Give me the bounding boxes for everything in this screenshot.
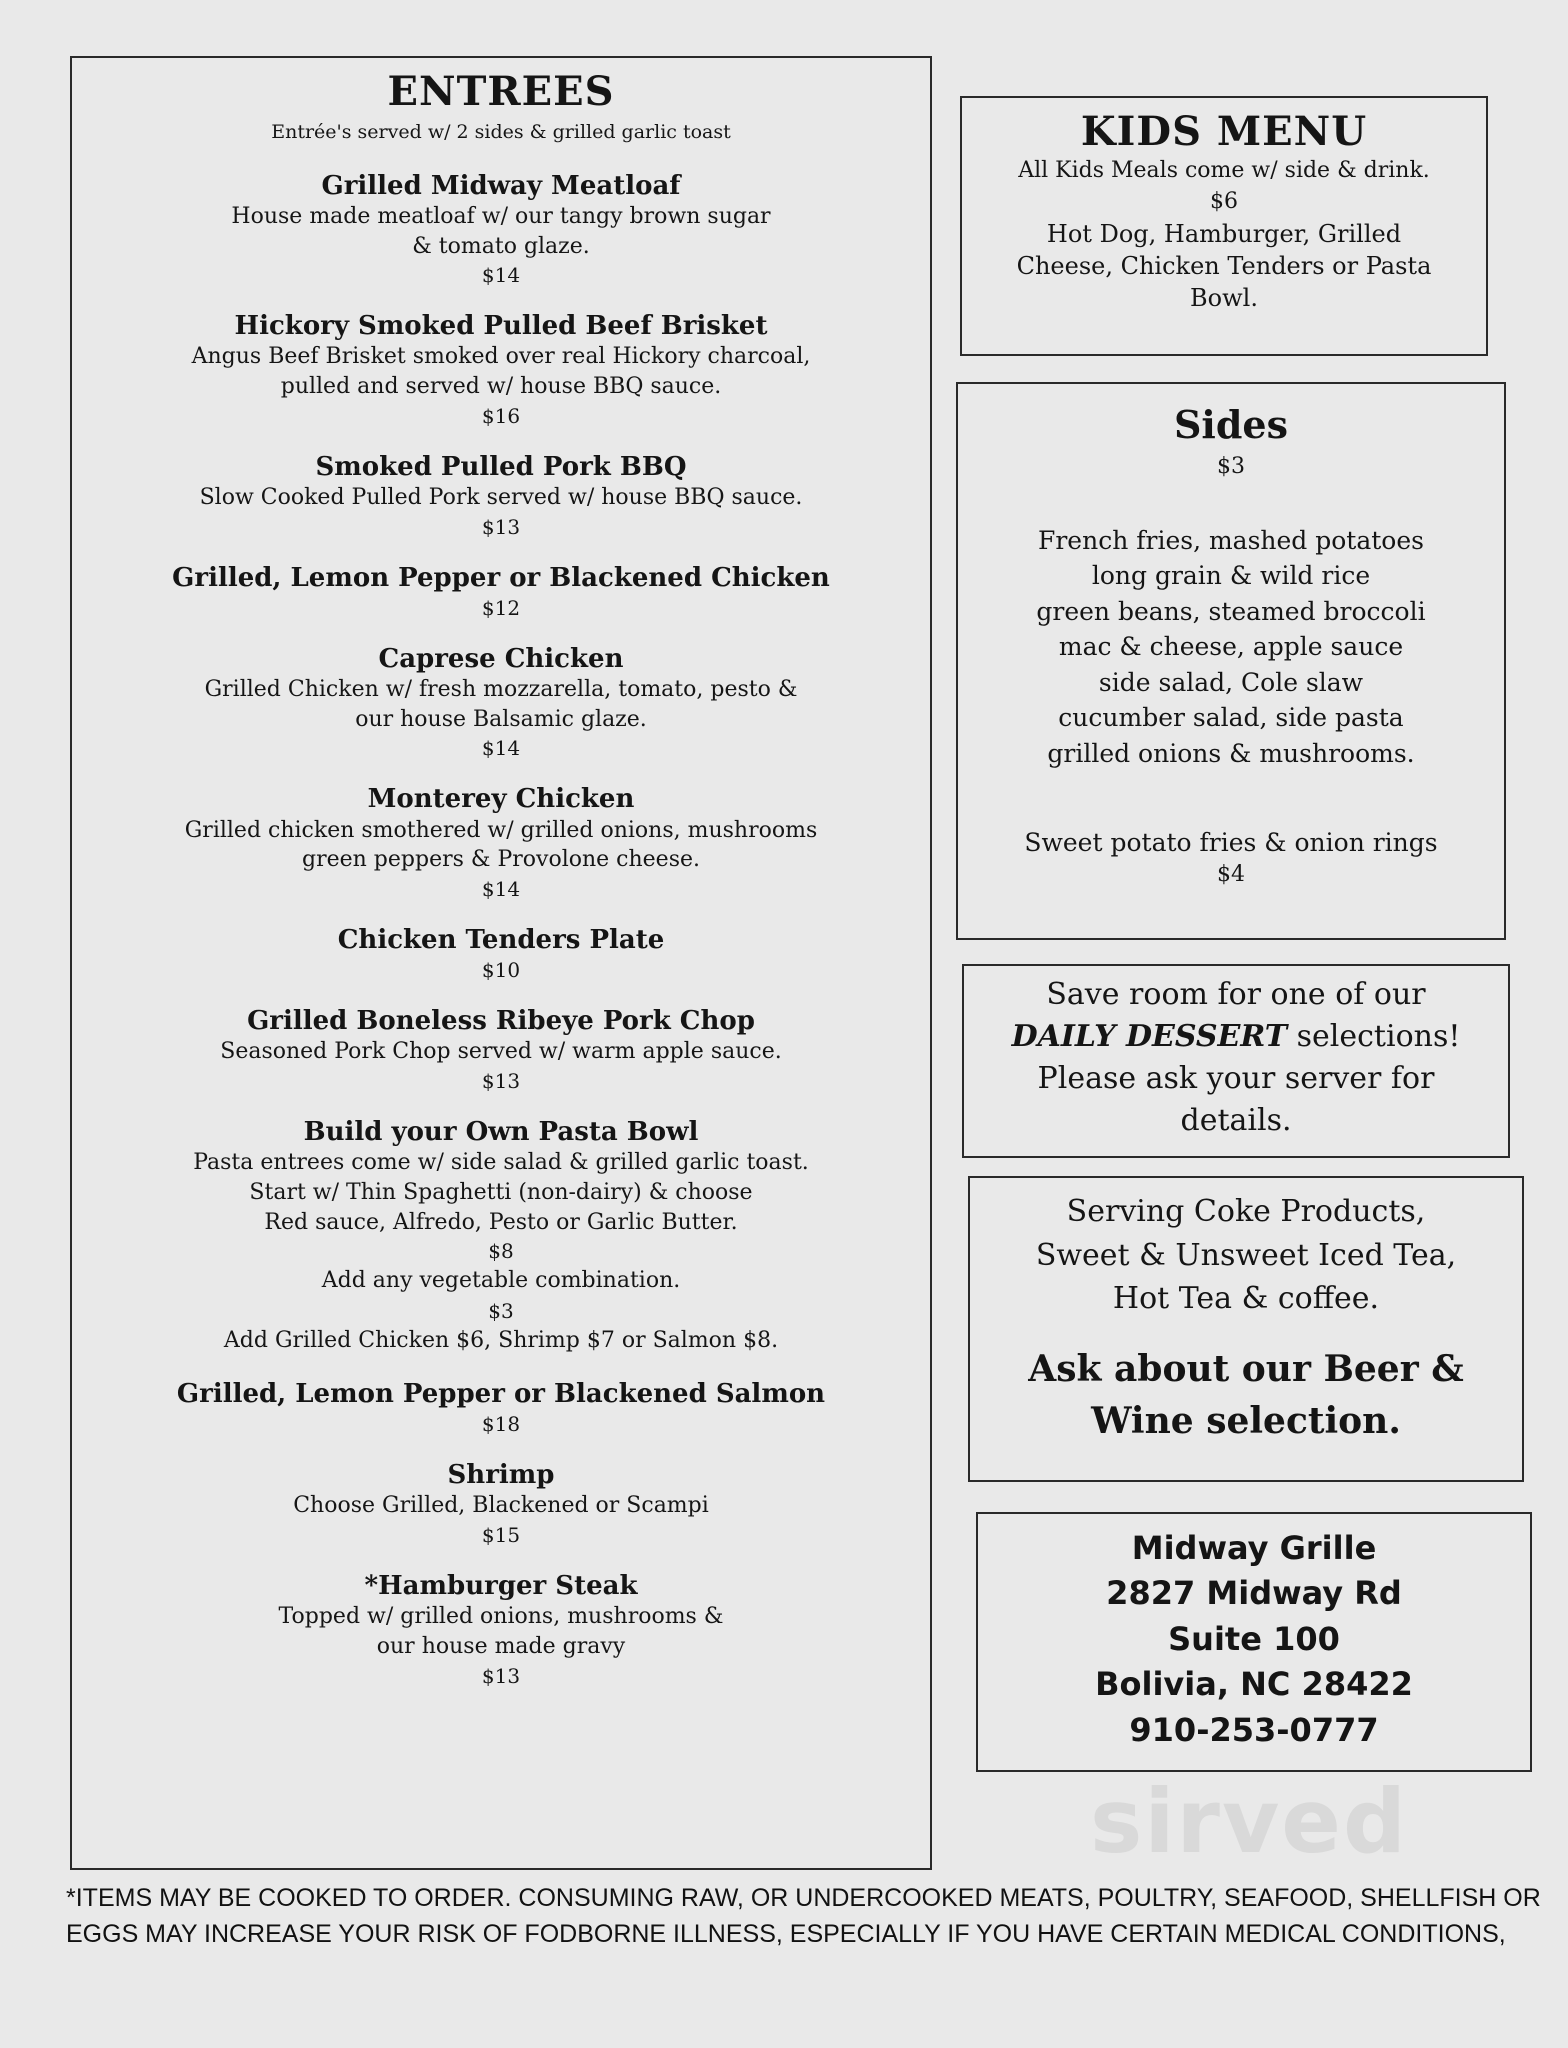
drinks-section — [968, 1176, 1524, 1482]
menu-item-pasta — [72, 1117, 930, 1357]
list-item: grilled onions & mushrooms. — [1047, 738, 1415, 768]
drinks-line: Serving Coke Products, — [1066, 1194, 1426, 1229]
suite: Suite 100 — [1168, 1619, 1340, 1658]
item-price: $14 — [481, 263, 521, 288]
entrees-title: ENTREES — [387, 68, 615, 115]
item-name: Build your Own Pasta Bowl — [303, 1117, 699, 1148]
entrees-subtitle: Entrée's served w/ 2 sides & grilled garlic toast — [271, 121, 731, 143]
item-price: $13 — [481, 1663, 521, 1688]
item-desc: our house made gravy — [376, 1634, 626, 1660]
dessert-post: selections! — [1287, 1019, 1461, 1054]
street-address: 2827 Midway Rd — [1106, 1574, 1402, 1613]
menu-item — [72, 644, 930, 763]
drinks-line: Sweet & Unsweet Iced Tea, — [1035, 1237, 1457, 1273]
item-price: $13 — [481, 1069, 521, 1094]
menu-item — [72, 563, 930, 622]
item-desc: House made meatloaf w/ our tangy brown sugar — [231, 203, 771, 229]
item-desc: green peppers & Provolone cheese. — [302, 847, 700, 873]
kids-menu-price: $6 — [1210, 188, 1238, 214]
city-state-zip: Bolivia, NC 28422 — [1095, 1665, 1413, 1704]
premium-sides: Sweet potato fries & onion rings — [1024, 828, 1438, 858]
pasta-protein-addon: Add Grilled Chicken $6, Shrimp $7 or Salmon $8. — [223, 1328, 779, 1354]
dessert-section — [962, 964, 1510, 1158]
item-name: Smoked Pulled Pork BBQ — [315, 451, 687, 482]
list-item: cucumber salad, side pasta — [1058, 703, 1404, 733]
list-item: mac & cheese, apple sauce — [1058, 632, 1404, 662]
item-price: $14 — [481, 736, 521, 761]
item-desc: our house Balsamic glaze. — [355, 706, 647, 732]
menu-item — [72, 452, 930, 541]
item-name: Grilled Midway Meatloaf — [321, 170, 681, 201]
sides-title: Sides — [1173, 402, 1289, 447]
menu-item — [72, 311, 930, 430]
item-price: $16 — [481, 403, 521, 428]
item-name: Grilled Boneless Ribeye Pork Chop — [247, 1006, 755, 1037]
item-desc: Grilled Chicken w/ fresh mozzarella, tomato, pesto & — [204, 677, 798, 703]
item-name: Hickory Smoked Pulled Beef Brisket — [234, 311, 768, 342]
item-name: Shrimp — [447, 1460, 555, 1491]
menu-item — [72, 1571, 930, 1690]
item-name: Grilled, Lemon Pepper or Blackened Chicken — [172, 562, 830, 593]
item-desc: & tomato glaze. — [412, 233, 590, 259]
item-name: *Hamburger Steak — [364, 1571, 638, 1602]
dessert-pre: Save room for one of our — [1046, 977, 1426, 1012]
item-desc: Choose Grilled, Blackened or Scampi — [293, 1493, 709, 1519]
item-price: $12 — [481, 595, 521, 620]
item-price: $15 — [481, 1523, 521, 1548]
item-desc: Topped w/ grilled onions, mushrooms & — [278, 1604, 724, 1630]
item-desc: Slow Cooked Pulled Pork served w/ house BBQ sauce. — [199, 485, 803, 510]
entrees-section — [70, 56, 932, 1870]
list-item: green beans, steamed broccoli — [1036, 596, 1426, 626]
pasta-veg-price: $3 — [488, 1299, 514, 1324]
item-desc: Angus Beef Brisket smoked over real Hickory charcoal, — [191, 344, 811, 370]
kids-menu-items: Hot Dog, Hamburger, Grilled Cheese, Chicken Tenders or Pasta Bowl. — [1016, 219, 1432, 313]
item-desc: Seasoned Pork Chop served w/ warm apple sauce. — [220, 1039, 782, 1065]
premium-sides-price: $4 — [1217, 862, 1245, 888]
pasta-veg-addon: Add any vegetable combination. — [321, 1268, 681, 1294]
menu-item — [72, 925, 930, 984]
item-desc: Start w/ Thin Spaghetti (non-dairy) & choose — [249, 1179, 753, 1205]
sides-section — [956, 382, 1506, 940]
menu-item — [72, 1460, 930, 1549]
item-price: $14 — [481, 877, 521, 901]
beer-wine-note: Ask about our Beer & Wine selection. — [1028, 1347, 1464, 1442]
menu-item — [72, 1006, 930, 1095]
dessert-text — [964, 974, 1508, 1142]
item-desc: pulled and served w/ house BBQ sauce. — [280, 374, 722, 400]
sides-price: $3 — [1217, 453, 1245, 479]
item-desc: Red sauce, Alfredo, Pesto or Garlic Butter. — [264, 1209, 738, 1235]
drinks-line: Hot Tea & coffee. — [1112, 1281, 1380, 1316]
menu-item — [72, 784, 930, 903]
menu-item — [72, 171, 930, 290]
item-price: $18 — [481, 1412, 521, 1437]
list-item: side salad, Cole slaw — [1098, 667, 1364, 697]
kids-menu-title: KIDS MENU — [1080, 108, 1368, 155]
sides-list — [958, 523, 1504, 772]
list-item: long grain & wild rice — [1091, 561, 1371, 591]
restaurant-name: Midway Grille — [1131, 1529, 1377, 1567]
item-price: $8 — [488, 1239, 514, 1264]
menu-item — [72, 1379, 930, 1438]
item-name: Monterey Chicken — [367, 784, 635, 815]
disclaimer-text: *ITEMS MAY BE COOKED TO ORDER. CONSUMING RAW, OR UNDERCOOKED MEATS, POULTRY, SEAFOOD, SHELLFISH OR EGGS MAY INCREASE YOUR RISK OF FODBORNE ILLNESS, ESPECIALLY IF YOU HAVE CERTAIN MEDICAL CONDITIONS, — [66, 1884, 1541, 1949]
phone-number: 910-253-0777 — [1129, 1710, 1379, 1749]
kids-menu-section — [960, 96, 1488, 356]
kids-menu-note: All Kids Meals come w/ side & drink. — [1018, 158, 1430, 183]
dessert-emphasis: DAILY DESSERT — [1011, 1019, 1288, 1054]
item-name: Caprese Chicken — [378, 643, 624, 674]
item-desc: Pasta entrees come w/ side salad & grilled garlic toast. — [193, 1150, 809, 1176]
address-section — [976, 1512, 1532, 1772]
item-desc: Grilled chicken smothered w/ grilled onions, mushrooms — [184, 817, 818, 843]
item-price: $10 — [481, 958, 521, 983]
dessert-line2: Please ask your server for details. — [1037, 1061, 1435, 1138]
item-price: $13 — [481, 514, 521, 539]
list-item: French fries, mashed potatoes — [1038, 525, 1424, 555]
item-name: Chicken Tenders Plate — [337, 925, 665, 955]
watermark-logo: sirved — [1090, 1770, 1408, 1873]
item-name: Grilled, Lemon Pepper or Blackened Salmon — [176, 1379, 826, 1410]
